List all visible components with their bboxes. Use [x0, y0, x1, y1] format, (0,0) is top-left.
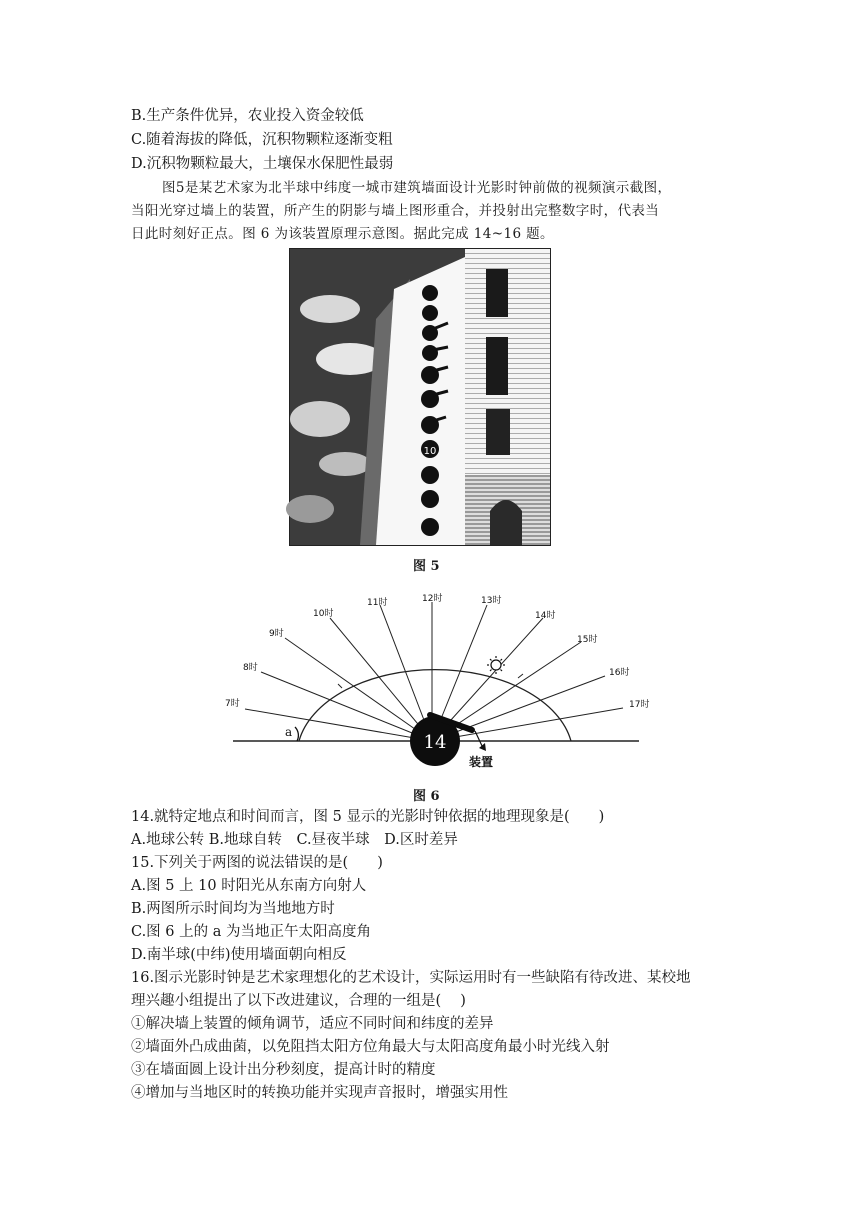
- question-15: 15.下列关于两图的说法错误的是( ): [131, 855, 383, 871]
- question-15-option-a: A.图 5 上 10 时阳光从东南方向射人: [131, 878, 367, 894]
- question-16-line-2: 理兴趣小组提出了以下改进建议，合理的一组是( ): [131, 993, 466, 1009]
- question-14-options: A.地球公转 B.地球自转 C.昼夜半球 D.区时差异: [131, 832, 458, 848]
- figure5-photo: [289, 248, 551, 546]
- hour-label-9: 9时: [269, 629, 284, 639]
- hour-label-7: 7时: [225, 699, 240, 709]
- option-c-prev: C.随着海拔的降低，沉积物颗粒逐渐变粗: [131, 132, 393, 148]
- figure5-clock-number: 10: [423, 446, 437, 457]
- intro-line-2: 当阳光穿过墙上的装置，所产生的阴影与墙上图形重合，并投射出完整数字时，代表当: [131, 203, 660, 219]
- question-16-item-2: ②墙面外凸成曲菌，以免阻挡太阳方位角最大与太阳高度角最小时光线入射: [131, 1039, 610, 1055]
- hour-label-15: 15时: [577, 635, 598, 645]
- hour-label-10: 10时: [313, 609, 334, 619]
- figure6-diagram: [225, 588, 650, 782]
- question-16-item-1: ①解决墙上装置的倾角调节，适应不同时间和纬度的差异: [131, 1016, 494, 1032]
- hour-label-8: 8时: [243, 663, 258, 673]
- figure5-caption: 图 5: [413, 559, 440, 574]
- device-arrow: [475, 731, 483, 748]
- question-15-option-b: B.两图所示时间均为当地地方时: [131, 901, 335, 917]
- hour-label-14: 14时: [535, 611, 556, 621]
- intro-line-1: 图5是某艺术家为北半球中纬度一城市建筑墙面设计光影时钟前做的视频演示截图，: [162, 180, 672, 196]
- hour-label-13: 13时: [481, 596, 502, 606]
- ray-10: [330, 618, 432, 741]
- figure6-caption: 图 6: [413, 789, 440, 804]
- ray-9: [285, 638, 432, 741]
- hour-label-17: 17时: [629, 700, 650, 710]
- hour-label-11: 11时: [367, 598, 388, 608]
- hour-label-16: 16时: [609, 668, 630, 678]
- angle-arc: [295, 727, 298, 741]
- sun-icon: [487, 656, 505, 674]
- question-16-item-3: ③在墙面圆上设计出分秒刻度，提高计时的精度: [131, 1062, 436, 1078]
- question-15-option-c: C.图 6 上的 a 为当地正午太阳高度角: [131, 924, 371, 940]
- intro-line-3: 日此时刻好正点。图 6 为该装置原理示意图。据此完成 14~16 题。: [131, 226, 554, 242]
- angle-label: a: [285, 725, 293, 739]
- question-16-line-1: 16.图示光影时钟是艺术家理想化的艺术设计，实际运用时有一些缺陷有待改进、某校地: [131, 970, 691, 986]
- ray-7: [245, 709, 432, 741]
- option-b-prev: B.生产条件优异，农业投入资金较低: [131, 108, 364, 124]
- hour-label-12: 12时: [422, 594, 443, 604]
- device-label: 装置: [469, 755, 494, 769]
- question-16-item-4: ④增加与当地区时的转换功能并实现声音报时，增强实用性: [131, 1085, 508, 1101]
- question-15-option-d: D.南半球(中纬)使用墙面朝向相反: [131, 947, 347, 963]
- device-number: 14: [423, 732, 447, 753]
- option-d-prev: D.沉积物颗粒最大，土壤保水保肥性最弱: [131, 156, 394, 172]
- question-14: 14.就特定地点和时间而言，图 5 显示的光影时钟依据的地理现象是( ): [131, 809, 605, 825]
